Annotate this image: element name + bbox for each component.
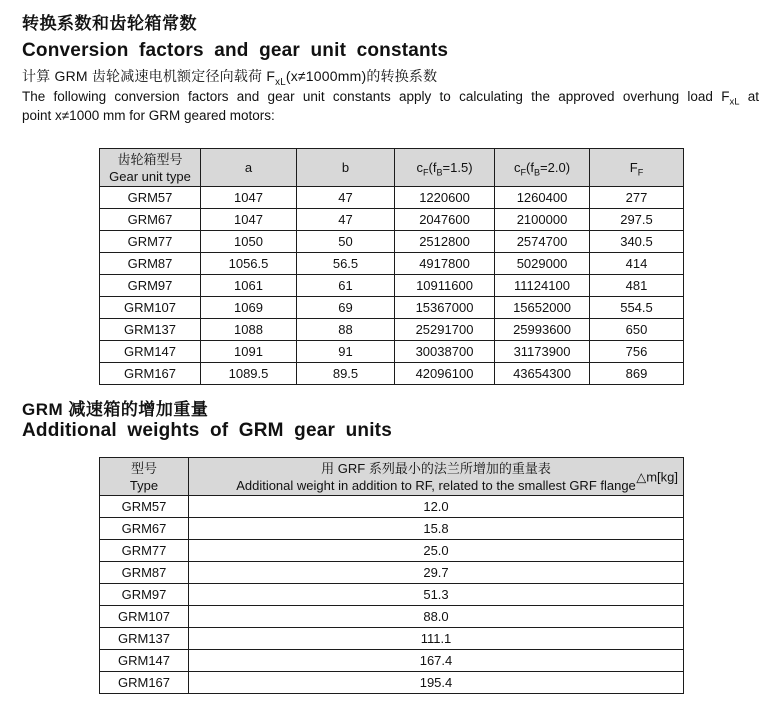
table-cell: GRM107 [100, 297, 201, 319]
conversion-table-body [100, 187, 684, 385]
table-cell: GRM107 [100, 606, 189, 628]
table-cell: 1088 [201, 319, 297, 341]
table-cell: 56.5 [297, 253, 395, 275]
table-cell: 1061 [201, 275, 297, 297]
table-cell: GRM167 [100, 363, 201, 385]
table-cell: 1091 [201, 341, 297, 363]
table-cell: 1089.5 [201, 363, 297, 385]
table-cell: GRM87 [100, 253, 201, 275]
table-cell: 88 [297, 319, 395, 341]
section1-intro-paragraph [22, 87, 759, 125]
table-row [100, 672, 684, 694]
header-gear-unit-type-zh: 齿轮箱型号 [117, 151, 183, 167]
header-text: c [513, 160, 521, 175]
subtitle-text: 计算 GRM 齿轮减速电机额定径向载荷 F [22, 68, 276, 84]
table-cell: 2512800 [395, 231, 495, 253]
table-cell: GRM67 [100, 518, 189, 540]
header-cf-fb20 [495, 149, 590, 187]
table-cell: 10911600 [395, 275, 495, 297]
header-additional-weight-zh: 用 GRF 系列最小的法兰所增加的重量表 [321, 460, 551, 476]
subtitle-subscript: xL [275, 76, 286, 88]
table-cell: GRM57 [100, 187, 201, 209]
delta-m-kg-unit-label: △m[kg] [636, 469, 678, 484]
table-cell: 1220600 [395, 187, 495, 209]
table-cell: 30038700 [395, 341, 495, 363]
header-text: F [629, 160, 638, 175]
header-additional-weight-en: Additional weight in addition to RF, related to the smallest GRF flange [236, 477, 636, 493]
table-cell: 650 [590, 319, 684, 341]
table-row [100, 496, 684, 518]
table-cell: GRM137 [100, 628, 189, 650]
table-row [100, 518, 684, 540]
table-cell: 15.8 [189, 518, 684, 540]
table-cell: 1056.5 [201, 253, 297, 275]
header-text: c [416, 160, 423, 175]
table-cell: 1260400 [495, 187, 590, 209]
table-row [100, 584, 684, 606]
table-row [100, 606, 684, 628]
header-b: b [297, 149, 395, 187]
table-cell: GRM147 [100, 650, 189, 672]
table-cell: 15652000 [495, 297, 590, 319]
table-cell: 277 [590, 187, 684, 209]
table-cell: 31173900 [495, 341, 590, 363]
header-subscript: B [533, 167, 541, 178]
table-cell: 481 [590, 275, 684, 297]
table-row [100, 209, 684, 231]
table-cell: 89.5 [297, 363, 395, 385]
table-cell: 43654300 [495, 363, 590, 385]
table-cell: 414 [590, 253, 684, 275]
table-cell: 340.5 [590, 231, 684, 253]
header-gear-unit-type [100, 149, 201, 187]
header-subscript: F [637, 167, 644, 178]
table-row [100, 540, 684, 562]
table-cell: 15367000 [395, 297, 495, 319]
header-ff [590, 149, 684, 187]
table-cell: 69 [297, 297, 395, 319]
table-cell: 51.3 [189, 584, 684, 606]
weights-table-header-row [100, 458, 684, 496]
section1-heading-zh: 转换系数和齿轮箱常数 [22, 14, 197, 33]
intro-line-1 [22, 87, 759, 106]
header-subscript: F [422, 167, 429, 178]
section1-heading-en: Conversion factors and gear unit constants [22, 40, 449, 61]
header-gear-unit-type-en: Gear unit type [109, 168, 191, 184]
table-cell: GRM167 [100, 672, 189, 694]
table-cell: GRM57 [100, 496, 189, 518]
table-cell: 25993600 [495, 319, 590, 341]
table-cell: 50 [297, 231, 395, 253]
table-cell: 1050 [201, 231, 297, 253]
section2-heading-en: Additional weights of GRM gear units [22, 420, 392, 441]
section2-heading-zh: GRM 减速箱的增加重量 [22, 400, 209, 419]
table-cell: GRM147 [100, 341, 201, 363]
table-cell: 4917800 [395, 253, 495, 275]
table-cell: 554.5 [590, 297, 684, 319]
header-subscript: B [436, 167, 443, 178]
table-cell: GRM97 [100, 275, 201, 297]
intro-text: The following conversion factors and gear unit constants apply to calculating the approved overhung load F [22, 89, 730, 104]
table-cell: 756 [590, 341, 684, 363]
table-cell: GRM137 [100, 319, 201, 341]
table-cell: 167.4 [189, 650, 684, 672]
table-cell: 2047600 [395, 209, 495, 231]
table-row [100, 562, 684, 584]
header-text: (f [526, 160, 534, 175]
table-cell: 1069 [201, 297, 297, 319]
table-cell: 25291700 [395, 319, 495, 341]
header-text: (f [428, 160, 437, 175]
intro-subscript: xL [729, 96, 740, 108]
header-type-en: Type [129, 477, 159, 493]
intro-text: at [739, 89, 759, 104]
table-cell: 2574700 [495, 231, 590, 253]
table-cell: 47 [297, 209, 395, 231]
table-cell: GRM77 [100, 540, 189, 562]
conversion-table-header-row [100, 149, 684, 187]
table-row [100, 187, 684, 209]
table-cell: 29.7 [189, 562, 684, 584]
section1-subtitle-zh [22, 66, 437, 86]
table-row [100, 297, 684, 319]
header-a: a [201, 149, 297, 187]
table-cell: 297.5 [590, 209, 684, 231]
table-cell: GRM87 [100, 562, 189, 584]
table-cell: 5029000 [495, 253, 590, 275]
table-cell: 1047 [201, 209, 297, 231]
table-cell: 42096100 [395, 363, 495, 385]
table-row [100, 319, 684, 341]
header-subscript: F [520, 167, 527, 178]
table-cell: 91 [297, 341, 395, 363]
header-type [100, 458, 189, 496]
table-cell: 869 [590, 363, 684, 385]
additional-weights-table [99, 457, 684, 694]
table-cell: 47 [297, 187, 395, 209]
table-row [100, 650, 684, 672]
table-row [100, 341, 684, 363]
table-cell: GRM67 [100, 209, 201, 231]
header-type-zh: 型号 [130, 460, 157, 476]
table-cell: GRM77 [100, 231, 201, 253]
table-cell: 11124100 [495, 275, 590, 297]
header-additional-weight [189, 458, 684, 496]
table-row [100, 275, 684, 297]
table-cell: 2100000 [495, 209, 590, 231]
table-cell: 88.0 [189, 606, 684, 628]
header-text: =1.5) [442, 160, 473, 175]
table-cell: GRM97 [100, 584, 189, 606]
table-row [100, 628, 684, 650]
table-row [100, 231, 684, 253]
table-row [100, 253, 684, 275]
header-text: =2.0) [540, 160, 571, 175]
weights-table-body [100, 496, 684, 694]
table-cell: 1047 [201, 187, 297, 209]
table-cell: 25.0 [189, 540, 684, 562]
table-cell: 111.1 [189, 628, 684, 650]
table-cell: 12.0 [189, 496, 684, 518]
table-cell: 61 [297, 275, 395, 297]
header-cf-fb15 [395, 149, 495, 187]
conversion-factors-table [99, 148, 684, 385]
table-row [100, 363, 684, 385]
intro-line-2: point x≠1000 mm for GRM geared motors: [22, 108, 275, 123]
subtitle-text: (x≠1000mm)的转换系数 [285, 68, 438, 84]
table-cell: 195.4 [189, 672, 684, 694]
